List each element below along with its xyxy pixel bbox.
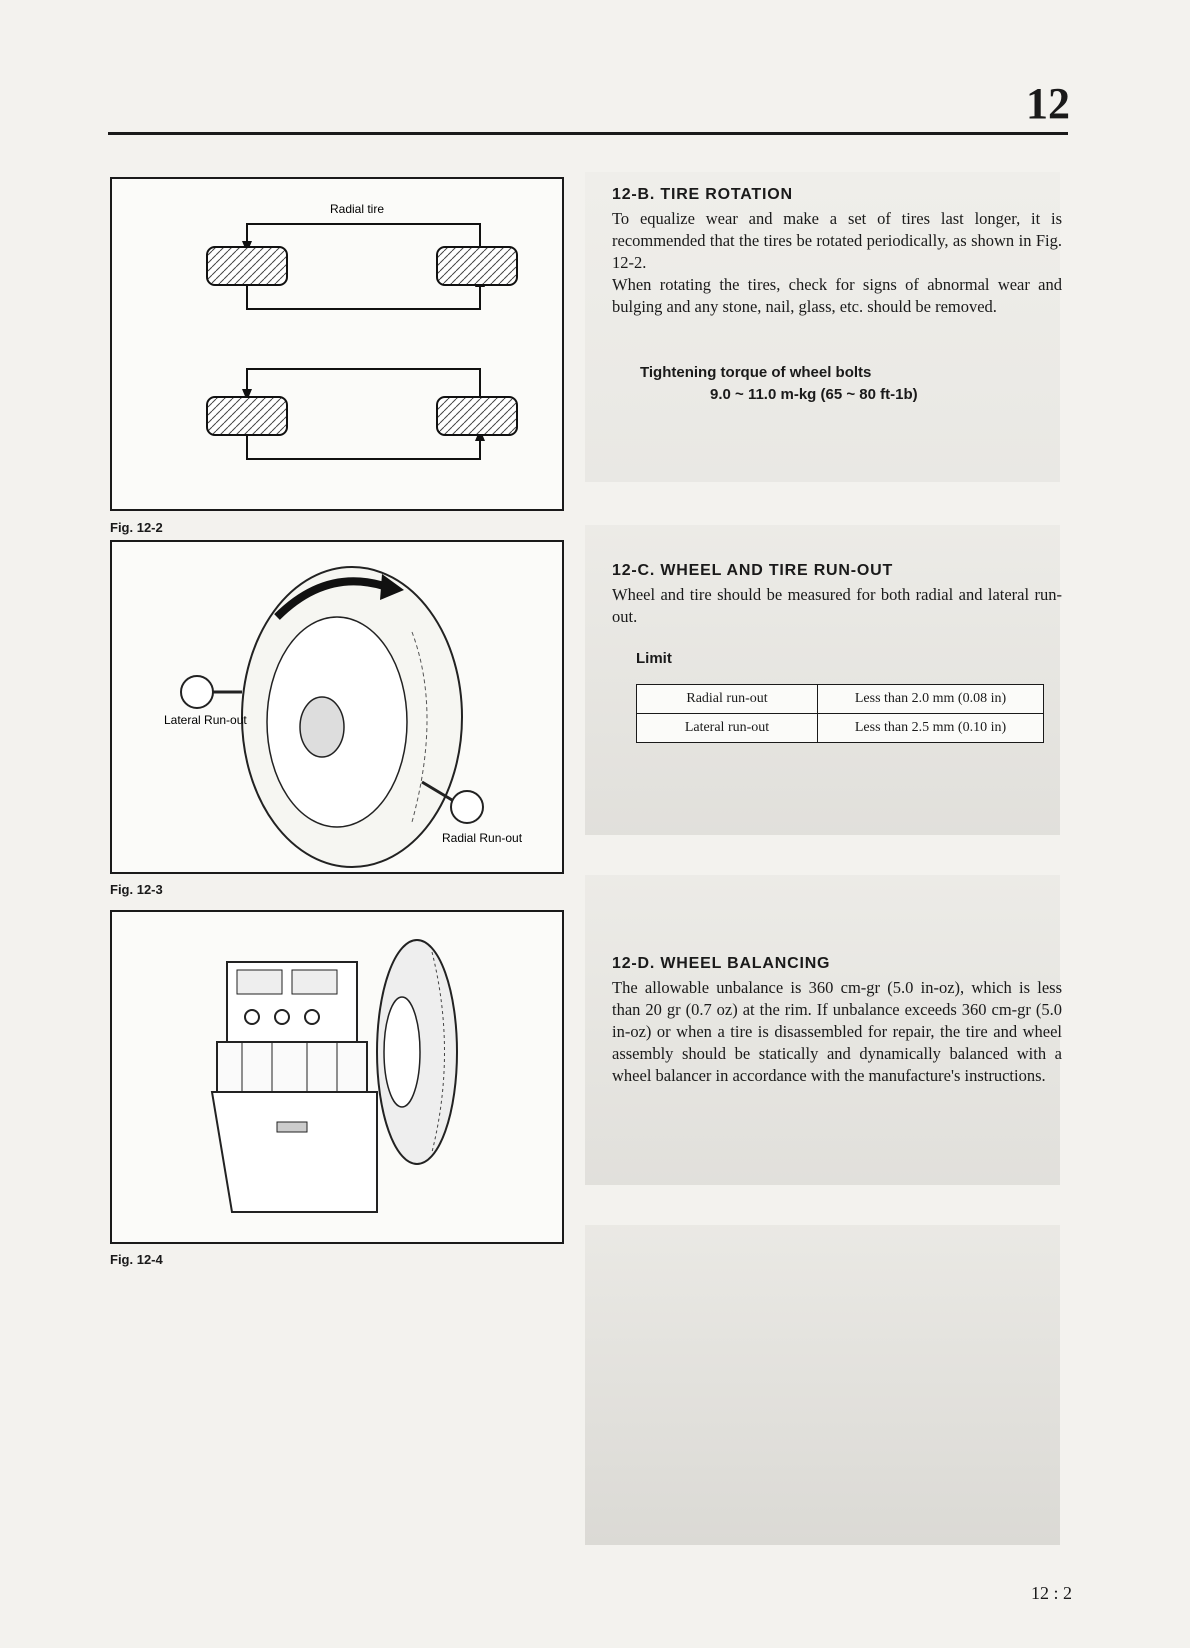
radial-runout-label: Radial Run-out <box>442 831 523 845</box>
figure-12-3 <box>110 540 564 874</box>
runout-para: Wheel and tire should be measured for both radial and lateral run-out. <box>612 585 1062 626</box>
runout-limit-table <box>636 684 1044 743</box>
hub-icon <box>300 697 344 757</box>
runout-illustration <box>112 542 562 872</box>
lateral-dial-gauge-icon <box>181 676 213 708</box>
torque-label: Tightening torque of wheel bolts <box>640 364 872 381</box>
tire-rotation-para-2: When rotating the tires, check for signs of abnormal wear and bulging and any stone, nail, glass, etc. should be removed. <box>612 275 1062 316</box>
knob-icon <box>245 1010 259 1024</box>
chapter-number: 12 <box>1026 79 1070 128</box>
table-cell-value: Less than 2.5 mm (0.10 in) <box>818 714 1044 743</box>
tire-rear-right <box>437 397 517 435</box>
fig-12-3-label: Fig. 12-3 <box>110 882 163 897</box>
radial-dial-gauge-icon <box>451 791 483 823</box>
table-cell-item: Lateral run-out <box>637 714 818 743</box>
meter-right-icon <box>292 970 337 994</box>
tire-rotation-diagram <box>112 179 562 509</box>
balancing-para: The allowable unbalance is 360 cm-gr (5.0 in-oz), which is less than 20 gr (0.7 oz) at the rim. If unbalance exceeds 360 cm-gr (5.0 in-oz) or when a tire is disassembled for repair, the tire and wheel assembly should be statically and dynamically balanced with a wheel balancer in accordance with the manufacture's instructions. <box>612 978 1062 1085</box>
balancer-tray <box>217 1042 367 1092</box>
page-footer-number: 12 : 2 <box>1030 1583 1072 1603</box>
table-row <box>637 714 1044 743</box>
tire-front-right <box>437 247 517 285</box>
tire-rear-left <box>207 397 287 435</box>
section-title-tire-rotation: 12-B. TIRE ROTATION <box>612 186 793 203</box>
limit-label: Limit <box>636 650 672 667</box>
knob-icon <box>305 1010 319 1024</box>
figure-12-4 <box>110 910 564 1244</box>
figure-12-2 <box>110 177 564 511</box>
balancer-rim-icon <box>384 997 420 1107</box>
badge-plate <box>277 1122 307 1132</box>
balancer-cabinet <box>212 1092 377 1212</box>
fig-12-2-label: Fig. 12-2 <box>110 520 163 535</box>
knob-icon <box>275 1010 289 1024</box>
section-title-balancing: 12-D. WHEEL BALANCING <box>612 955 831 972</box>
table-row <box>637 685 1044 714</box>
torque-value: 9.0 ~ 11.0 m-kg (65 ~ 80 ft-1b) <box>710 386 918 403</box>
lateral-runout-label: Lateral Run-out <box>164 713 247 727</box>
section-title-runout: 12-C. WHEEL AND TIRE RUN-OUT <box>612 562 894 579</box>
tire-front-left <box>207 247 287 285</box>
table-cell-value: Less than 2.0 mm (0.08 in) <box>818 685 1044 714</box>
radial-tire-label: Radial tire <box>329 202 385 216</box>
header-rule <box>108 132 1068 135</box>
table-cell-item: Radial run-out <box>637 685 818 714</box>
fig-12-4-label: Fig. 12-4 <box>110 1252 163 1267</box>
ghost-photo-4 <box>585 1225 1060 1545</box>
meter-left-icon <box>237 970 282 994</box>
wheel-balancer-illustration <box>112 912 562 1242</box>
tire-rotation-para-1: To equalize wear and make a set of tires last longer, it is recommended that the tires be rotated periodically, as shown in Fig. 12-2. <box>612 209 1062 272</box>
